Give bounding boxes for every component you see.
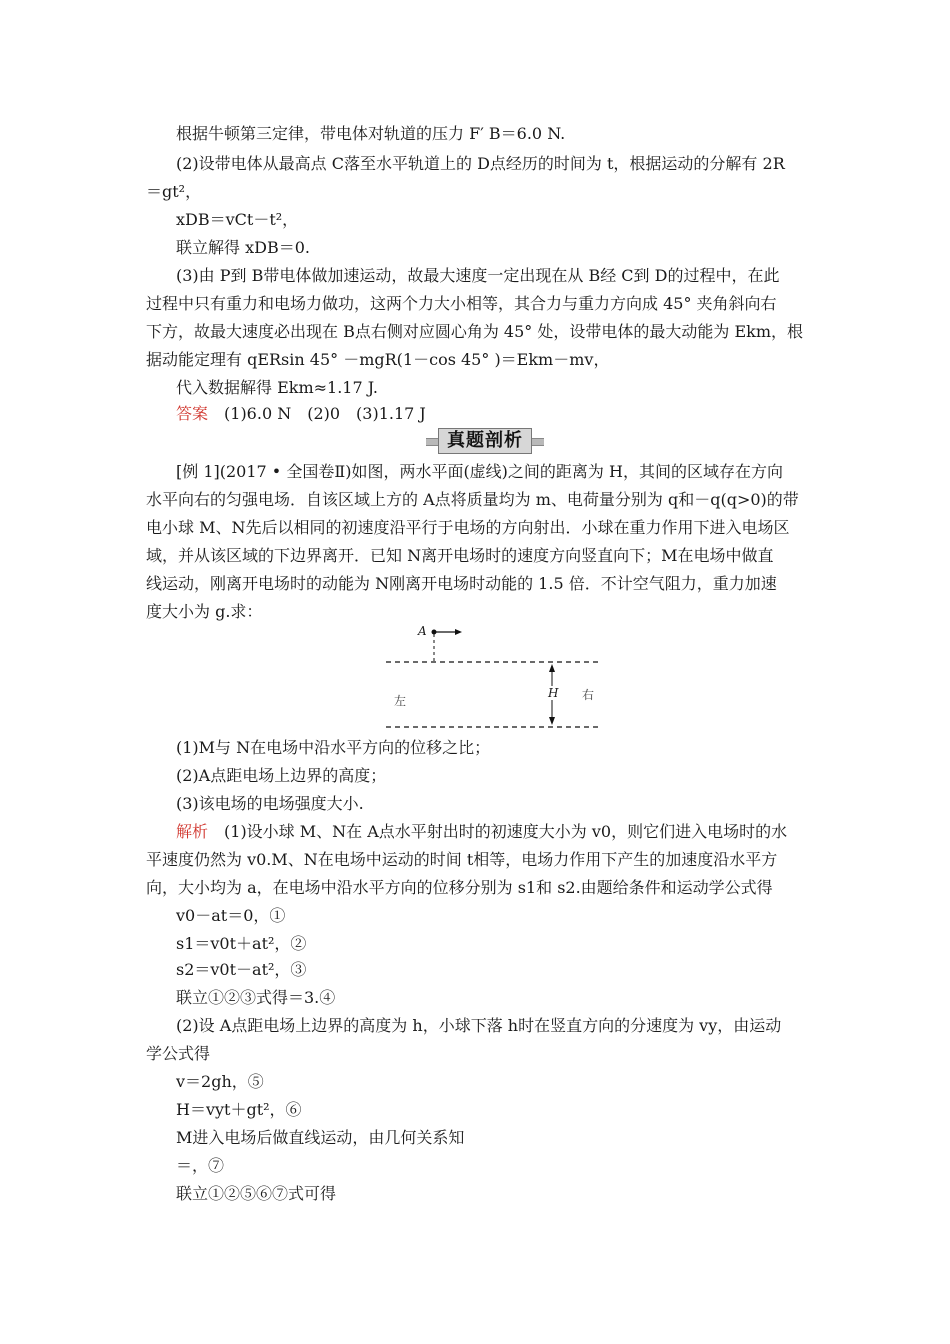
solution-line: 学公式得 (146, 1044, 211, 1063)
solution-line: M进入电场后做直线运动，由几何关系知 (176, 1128, 465, 1147)
answer-text: (1)6.0 N (2)0 (3)1.17 J (208, 404, 426, 423)
text-line: [例 1](2017 • 全国卷Ⅱ)如图，两水平面(虚线)之间的距离为 H，其间的区域存在方向 (176, 462, 783, 481)
question-line: (3)该电场的电场强度大小. (176, 794, 364, 813)
solution-text: (1)设小球 M、N在 A点水平射出时的初速度大小为 v0，则它们进入电场时的水 (208, 822, 788, 841)
point-a-dot (432, 630, 437, 635)
solution-line (176, 822, 787, 842)
answer-label: 答案 (176, 404, 209, 423)
text-line: 域，并从该区域的下边界离开．已知 N离开电场时的速度方向竖直向下；M在电场中做直 (146, 546, 774, 565)
diagram-svg (386, 622, 600, 732)
solution-line: 向，大小均为 a，在电场中沿水平方向的位移分别为 s1和 s2.由题给条件和运动学公式得 (146, 878, 773, 897)
text-line: 过程中只有重力和电场力做功，这两个力大小相等，其合力与重力方向成 45° 夹角斜向右 (146, 294, 777, 313)
text-line: 度大小为 g.求： (146, 602, 263, 621)
text-line: 代入数据解得 Ekm≈1.17 J. (176, 378, 379, 397)
question-line: (1)M与 N在电场中沿水平方向的位移之比； (176, 738, 491, 757)
velocity-arrowhead (455, 629, 462, 635)
jiexi-label: 解析 (176, 822, 209, 841)
right-label: 右 (582, 688, 595, 702)
text-line: 据动能定理有 qERsin 45° －mgR(1－cos 45° )＝Ekm－mv， (146, 350, 610, 369)
text-line: 联立解得 xDB＝0. (176, 238, 310, 257)
section-banner (426, 428, 544, 454)
solution-line: (2)设 A点距电场上边界的高度为 h，小球下落 h时在竖直方向的分速度为 vy，由运动 (176, 1016, 782, 1035)
height-arrow-down (549, 717, 555, 725)
question-line: (2)A点距电场上边界的高度； (176, 766, 387, 785)
text-line: 根据牛顿第三定律，带电体对轨道的压力 F′ B＝6.0 N. (176, 124, 566, 143)
text-line: 水平向右的匀强电场．自该区域上方的 A点将质量均为 m、电荷量分别为 q和－q(q>0)的带 (146, 490, 799, 509)
height-label: H (548, 686, 559, 700)
text-line: 下方，故最大速度必出现在 B点右侧对应圆心角为 45° 处，设带电体的最大动能为 Ekm，根 (146, 322, 804, 341)
banner-title: 真题剖析 (438, 428, 532, 454)
solution-line: 平速度仍然为 v0.M、N在电场中运动的时间 t相等，电场力作用下产生的加速度沿水平方 (146, 850, 778, 869)
point-a-label: A (418, 624, 427, 638)
equation-line: ＝，⑦ (176, 1156, 225, 1175)
field-diagram (386, 622, 600, 732)
equation-line: s1＝v0t＋at²，② (176, 934, 307, 953)
text-line: (2)设带电体从最高点 C落至水平轨道上的 D点经历的时间为 t，根据运动的分解有 2R (176, 154, 785, 173)
height-arrow-up (549, 664, 555, 672)
equation-line: s2＝v0t－at²，③ (176, 960, 307, 979)
equation-line: v＝2gh，⑤ (176, 1072, 264, 1091)
equation-line: v0－at＝0，① (176, 906, 286, 925)
text-line: xDB＝vCt－t²， (176, 210, 299, 229)
equation-line: 联立①②③式得＝3.④ (176, 988, 336, 1007)
equation-line: H＝vyt＋gt²，⑥ (176, 1100, 302, 1119)
text-line: ＝gt²， (146, 182, 202, 201)
answer-line (176, 404, 426, 424)
text-line: 线运动，刚离开电场时的动能为 N刚离开电场时动能的 1.5 倍．不计空气阻力，重力加速 (146, 574, 777, 593)
left-label: 左 (394, 694, 407, 708)
text-line: 电小球 M、N先后以相同的初速度沿平行于电场的方向射出．小球在重力作用下进入电场区 (146, 518, 790, 537)
solution-line: 联立①②⑤⑥⑦式可得 (176, 1184, 337, 1203)
text-line: (3)由 P到 B带电体做加速运动，故最大速度一定出现在从 B经 C到 D的过程中，在此 (176, 266, 780, 285)
